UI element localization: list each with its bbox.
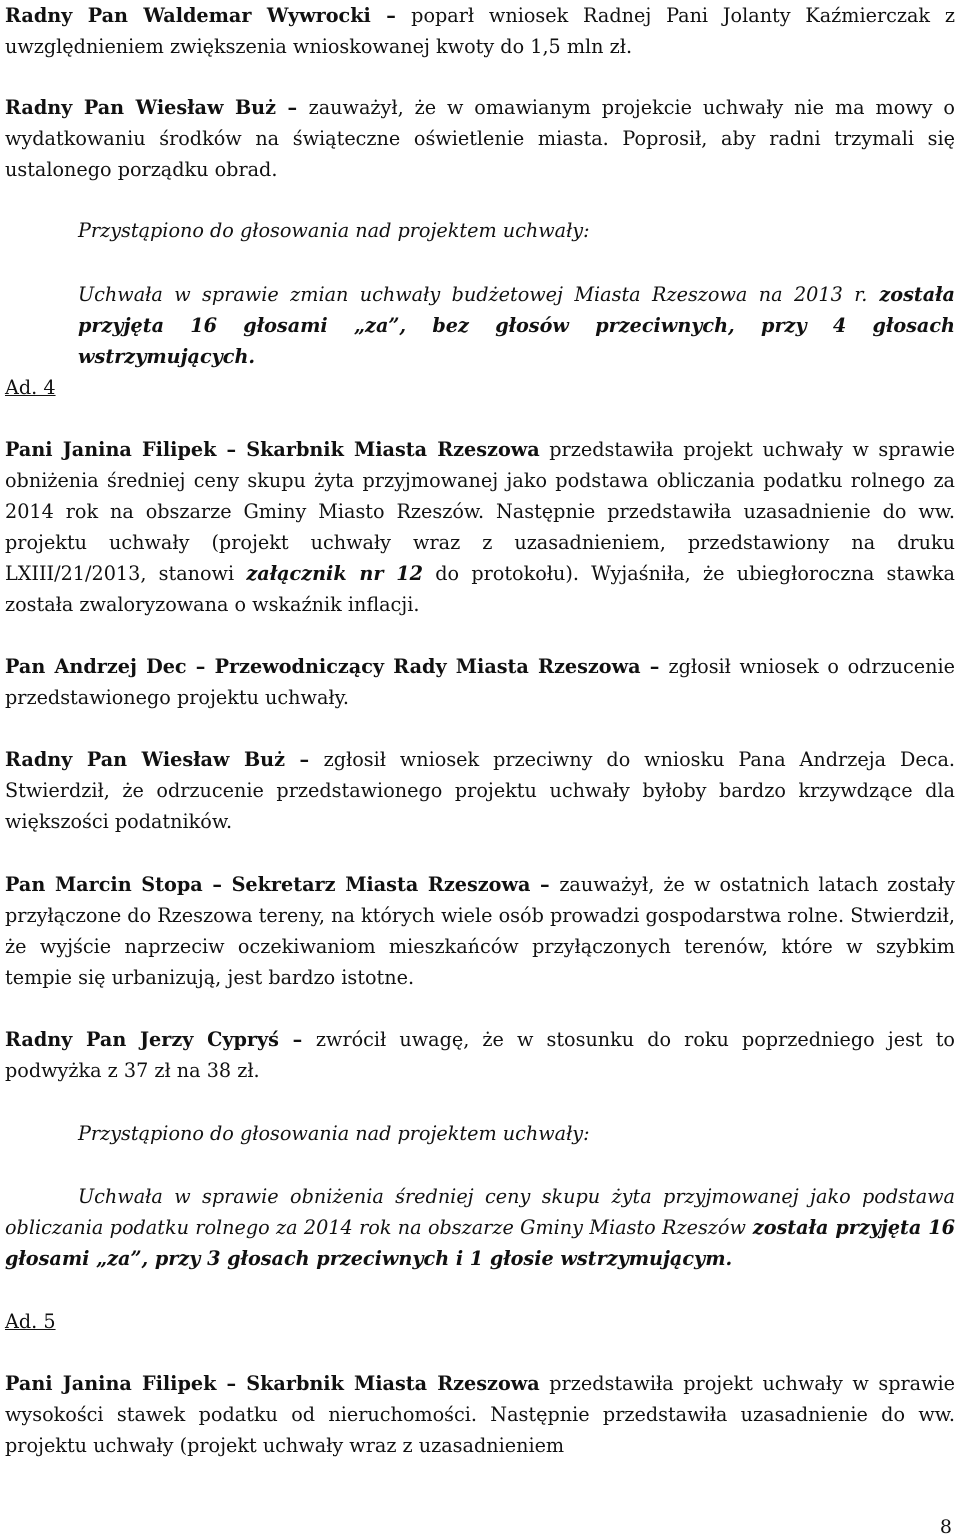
statement-text: poparł wniosek Radnej Pani Jolanty Kaźmierczak z uwzględnieniem zwiększenia wnioskowanej kwoty do 1,5 mln zł. [5, 4, 955, 58]
paragraph-cyprys [5, 1024, 955, 1086]
speaker-name: Radny Pan Wiesław Buż [5, 748, 286, 771]
paragraph-buz-1 [5, 92, 955, 185]
speaker-name: Radny Pan Waldemar Wywrocki [5, 4, 371, 27]
attachment-reference: załącznik nr 12 [246, 562, 424, 585]
resolution-outcome: została przyjęta 16 głosami „za”, bez głosów przeciwnych, przy 4 głosach wstrzymujących. [78, 283, 955, 368]
statement-text: przedstawiła projekt uchwały w sprawie obniżenia średniej ceny skupu żyta przyjmowanej jako podstawa obliczania podatku rolnego za 2014 rok na obszarze Gminy Miasto Rzeszów. Następnie przedstawiła uzasadnienie do ww. projektu uchwały (projekt uchwały wraz z uzasadnieniem, przedstawiony na druku LXIII/21/2013, stanowi [5, 438, 956, 585]
dash: – [640, 655, 669, 678]
paragraph-wywrocki [5, 0, 955, 62]
resolution-outcome: została przyjęta 16 głosami „za”, przy 3 głosach przeciwnych i 1 głosie wstrzymującym. [5, 1216, 955, 1270]
statement-text: zauważył, że w ostatnich latach zostały przyłączone do Rzeszowa tereny, na których wiele osób prowadzi gospodarstwa rolne. Stwierdził, że wyjście naprzeciw oczekiwaniom mieszkańców przyłączonych terenów, które w szybkim tempie się urbanizują, jest bardzo istotne. [5, 873, 955, 989]
speaker-name: Radny Pan Wiesław Buż [5, 96, 277, 119]
dash: – [370, 4, 412, 27]
paragraph-filipek-1 [5, 434, 955, 620]
statement-text: zwrócił uwagę, że w stosunku do roku poprzedniego jest to podwyżka z 37 zł na 38 zł. [5, 1028, 955, 1082]
dash: – [278, 1028, 316, 1051]
speaker-name: Pani Janina Filipek – Skarbnik Miasta Rzeszowa [5, 1372, 540, 1395]
agenda-item-4: Ad. 4 [5, 376, 56, 399]
statement-text: zauważył, że w omawianym projekcie uchwały nie ma mowy o wydatkowaniu środków na świąteczne oświetlenie miasta. Poprosił, aby radni trzymali się ustalonego porządku obrad. [5, 96, 955, 181]
resolution-result-2 [5, 1181, 955, 1274]
speaker-name: Pan Marcin Stopa – Sekretarz Miasta Rzeszowa [5, 873, 531, 896]
vote-heading-2: Przystąpiono do głosowania nad projektem uchwały: [78, 1122, 590, 1145]
resolution-title: Uchwała w sprawie zmian uchwały budżetowej Miasta Rzeszowa na 2013 r. [78, 283, 868, 306]
dash: – [285, 748, 324, 771]
paragraph-stopa [5, 869, 955, 993]
vote-heading-1: Przystąpiono do głosowania nad projektem uchwały: [78, 219, 590, 242]
statement-text: zgłosił wniosek o odrzucenie przedstawionego projektu uchwały. [5, 655, 955, 709]
resolution-title: Uchwała w sprawie obniżenia średniej ceny skupu żyta przyjmowanej jako podstawa obliczania podatku rolnego za 2014 rok na obszarze Gminy Miasto Rzeszów [5, 1185, 955, 1239]
statement-text: zgłosił wniosek przeciwny do wniosku Pana Andrzeja Deca. Stwierdził, że odrzucenie przedstawionego projektu uchwały byłoby bardzo krzywdzące dla większości podatników. [5, 748, 956, 833]
speaker-name: Pani Janina Filipek – Skarbnik Miasta Rzeszowa [5, 438, 540, 461]
paragraph-filipek-2 [5, 1368, 955, 1461]
page-number: 8 [939, 1516, 952, 1538]
speaker-name: Pan Andrzej Dec – Przewodniczący Rady Miasta Rzeszowa [5, 655, 641, 678]
speaker-name: Radny Pan Jerzy Cypryś [5, 1028, 279, 1051]
statement-text: przedstawiła projekt uchwały w sprawie wysokości stawek podatku od nieruchomości. Następnie przedstawiła uzasadnienie do ww. projektu uchwały (projekt uchwały wraz z uzasadnieniem [5, 1372, 956, 1457]
paragraph-buz-2 [5, 744, 955, 837]
statement-text-cont: do protokołu). Wyjaśniła, że ubiegłoroczna stawka została zwaloryzowana o wskaźnik inflacji. [5, 562, 955, 616]
resolution-result-1 [5, 279, 955, 372]
dash: – [530, 873, 560, 896]
paragraph-dec [5, 651, 955, 713]
dash: – [276, 96, 309, 119]
agenda-item-5: Ad. 5 [5, 1310, 56, 1333]
